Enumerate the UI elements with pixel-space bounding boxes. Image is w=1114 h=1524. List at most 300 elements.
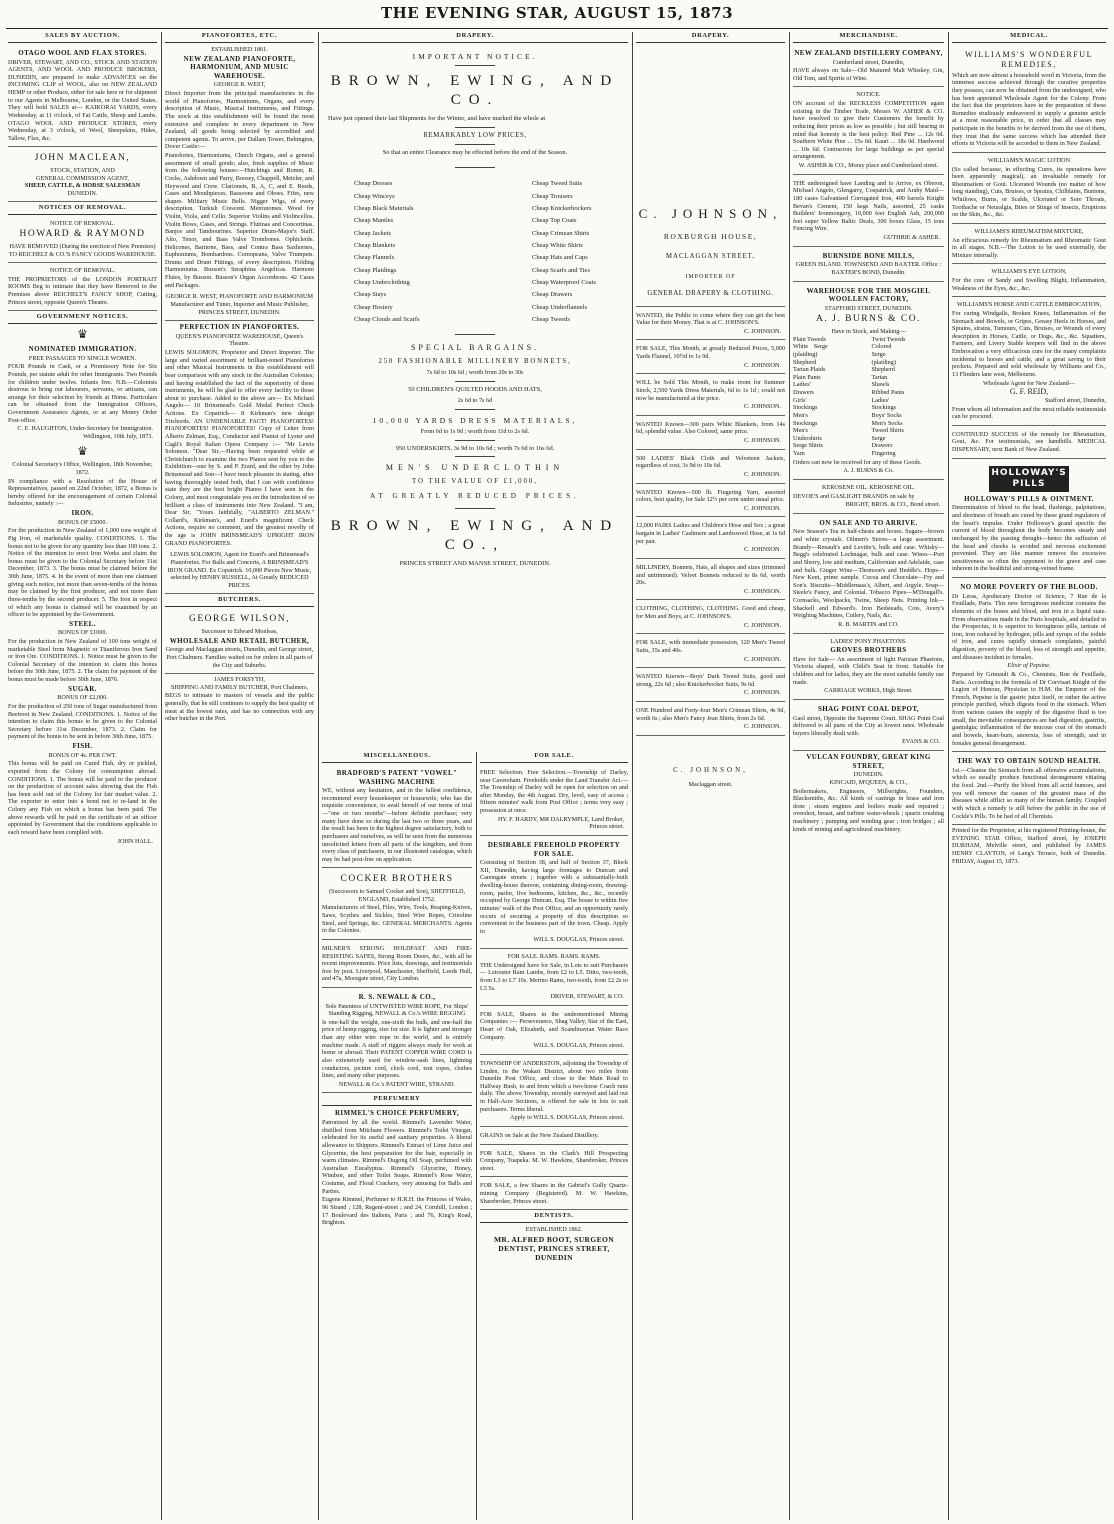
ad-signature: DRIVER, STEWART, & CO. xyxy=(550,993,624,1001)
masthead: THE EVENING STAR, AUGUST 15, 1873 xyxy=(380,4,734,22)
johnson-small-ad xyxy=(636,486,785,518)
johnson-small-ads xyxy=(636,309,785,736)
goods-item: Colored Serge (plaiding) xyxy=(871,343,896,366)
ad-subtitle: FREE PASSAGES TO SINGLE WOMEN. xyxy=(28,354,137,362)
ad-title: SHAG POINT COAL DEPOT, xyxy=(817,704,920,713)
ad-body: Is one-half the weight, one-sixth the bulk, and one-half the price of hemp rigging, size for size. It is lighter and stronger than any other wire rope in the world, and is entirely machine made. A staff of riggers always ready for work at home or abroad. Their PATENT COPPER WIRE CORD Is also extensively used for window-sash lines, lightning conductors, picture cord, clock cord, tent ropes, clothes lines, and many other purposes. xyxy=(322,1018,472,1080)
ad-body: (So called because, in effecting Cures, its operations have been apparently magical), an invaluable remedy for Rheumatism or Gout. Ulcerated Wounds (no matter of how long standing), Cuts, Bruises, or Sprains, Chilblains, Bunions, Whitlows, Burns, or Scalds, Ulcerated or Sore Throats, Toothache or Neuralgia, Bites or Stings of Insects, Eruptions on the Skin, &c., &c. xyxy=(952,165,1106,219)
ad-body: ONE Hundred and Forty-four Men's Crimean Shirts, 4s 9d, worth 6s ; also Men's Fancy Jean Shirts, from 2s 6d. xyxy=(636,707,785,722)
ad-body: FOR SALE, a few Shares in the Gabriel's Gully Quartz-mining Company (Registered). M. W. Hawkins, Sharebroker, Princes street. xyxy=(480,1182,628,1205)
ad-name: KINCAID, M'QUEEN, & CO., xyxy=(829,778,908,786)
ad-body: WANTED, the Public to come where they can get the best Value for their Money. That is at C. JOHNSON'S. xyxy=(636,311,785,327)
mosgiel-goods-list xyxy=(793,336,944,458)
johnson-small-ad xyxy=(636,519,785,559)
cheap-goods-item: Cheap Knickerbockers xyxy=(532,204,592,212)
ad-body: For curing Windgalls, Broken Knees, Inflammation of the Stomach and Bowels, or Gripes, Greasy Heels in Horses, and Sprains, strains, Tumours, Cuts, Bruises, or Wounds of every description in Horses, Cattle, or Dogs, &c., &c. Squatters, Farmers, and Livery Stable keepers will find in the above Embrocation a very efficacious cure for the many complaints incidental to horses and cattle, and a great saving to their pockets. Prepared and sold wholesale by Williams and Co., 13 Flinders lane west, Melbourne. xyxy=(952,309,1106,378)
maclean-ad xyxy=(8,149,157,201)
ad-title: C. JOHNSON, xyxy=(638,205,783,221)
cheap-goods-item: Cheap Plaidings xyxy=(354,266,397,274)
ad-body: THE undersigned have Landing and to Arrive, ex Oberon, Michael Angelo, Glengarry, Cospatrick, and Araby Maid— 180 cases Galvanised Corrugated Iron, 400 barrels Knight Bevan's Cement, 150 kegs Nails, assorted, 25 casks Builders' Ironmongery, 10,000 feet English Ash, 200,000 feet super Yellow Baltic Deals, 300 boxes Glass, 15 tons Fencing Wire. xyxy=(793,179,944,233)
sound-health-ad xyxy=(952,754,1106,825)
ad-title: NO MORE POVERTY OF THE BLOOD. xyxy=(960,583,1098,592)
ad-signature: C. JOHNSON. xyxy=(744,327,781,335)
goods-item: Serge Shirts xyxy=(793,442,823,450)
ad-title: NOTICE. xyxy=(856,91,881,99)
ad-est: ESTABLISHED 1861. xyxy=(211,45,268,53)
ad-signature: Apply to WILL S. DOUGLAS, Princes street. xyxy=(510,1114,624,1122)
ad-trade: WHOLESALE AND RETAIL BUTCHER, xyxy=(169,636,310,645)
section-heading: SALES BY AUCTION. xyxy=(8,32,157,43)
agent-address: Stafford street, Dunedin, xyxy=(1044,396,1106,404)
ad-line: MACLAGGAN STREET, xyxy=(666,253,755,261)
ad-body: Determination of blood to the head, flushings, palpitations, and shortness of breath are cured by these grand regulators of the heart's impulse. Under Holloway's grand specific the current of blood throughout the body becomes steady and unchanged by the passing thought—hence the suffusion of the head and cheeks is avoided and nervous excitement prevented. They are like manner remove the excessive sensitiveness so often the opponent to the grave and case inherent in the healthful and strong-veined frame. xyxy=(952,504,1106,573)
ad-title: WILLIAMS'S RHEUMATISM MIXTURE, xyxy=(974,227,1084,235)
mosgiel-ad xyxy=(793,284,944,480)
cheap-goods-item: Cheap Crimean Shirts xyxy=(532,229,590,237)
ad-heading: LADIES' PONY PHAETONS. xyxy=(830,637,907,645)
asher-notice-ad xyxy=(793,89,944,174)
column-merchandise xyxy=(793,32,944,1520)
ad-signature: EVANS & CO. xyxy=(902,738,940,746)
ad-signature: HY. F. HARDY, MR DALRYMPLE, Land Broker, Princes street. xyxy=(497,815,624,831)
ad-signature: Eugene Rimmel, Perfumer to H.R.H. the Princess of Wales, 96 Strand ; 128, Regent-street ; and 24, Cornhill, London ; 17 Boulevard des Italiens, Paris ; and 76, King's Road, Brighton. xyxy=(322,1196,472,1227)
ad-title: GEORGE WILSON, xyxy=(188,614,291,625)
column-rule xyxy=(161,32,162,1520)
ad-body: Consisting of Section 38, and half of Section 37, Block XII, Dunedin, having large frontages to Duncan and Canongate streets ; together with a substantially-built dwelling-house thereon, containing dining-room, drawing-room, parlor, five bedrooms, kitchen, &c., &c., recently occupied by George Duncan, Esq. The house is within five minutes' walk of the Post Office, and an opportunity rarely occurs of securing a property of this description so convenient to the business part of the town. Cheap. Apply to xyxy=(480,859,628,935)
ad-title: THE WAY TO OBTAIN SOUND HEALTH. xyxy=(957,757,1101,766)
divider xyxy=(455,334,495,335)
ad-title: WAREHOUSE FOR THE MOSGIEL WOOLLEN FACTORY, xyxy=(806,286,931,304)
cheap-goods-item: Cheap Trousers xyxy=(532,192,573,200)
ad-body: FOUR Pounds in Cash, or a Promissory Note for Six Pounds, per statute adult for other Immigrants. Two Pounds for children under twelve. Infants free. N.B.—Colonists desirous to bring out labourers, servants, or artisans, can arrange for their selection by friends at Home. Particulars can be obtained from the Immigration Officers, Government Assurance Agents, or at any Money Order Post-office. xyxy=(8,363,157,424)
ad-title: WILLIAMS'S WONDERFUL REMEDIES, xyxy=(965,49,1093,69)
ad-signature: CARRIAGE WORKS, High Street. xyxy=(824,687,913,695)
burnside-ad xyxy=(793,249,944,282)
johnson-small-ad xyxy=(636,561,785,601)
ad-line: GENERAL COMMISSION AGENT, xyxy=(36,174,129,182)
ad-line: DUNEDIN. xyxy=(67,190,98,198)
ad-signature-block xyxy=(165,548,314,594)
cheap-goods-item: Cheap Hosiery xyxy=(354,303,393,311)
goods-right xyxy=(872,336,944,458)
ad-subtitle: BONUS OF £2,000. xyxy=(57,694,108,702)
ad-subtitle: Elixir of Pepsine. xyxy=(1007,662,1051,670)
goods-item: Ribbed Pants xyxy=(871,389,905,397)
cheap-goods-right xyxy=(532,178,596,326)
ad-address: Cumberland street, Dunedin, xyxy=(832,58,905,66)
ad-body: For the production in New Zealand of 1,000 tons weight of Pig Iron, of marketable quality. CONDITIONS. 1. The bonus not to be given for any quantity less than 100 tons. 2. Notice of the intention to erect Iron Works and claim the bonus must be given to the Colonial Secretary before 31st December, 1873. 3. The bonus must be claimed before the 30th June, 1875. 4. In the event of more than one claimant giving such notice, not more than seven-tenths of the bonus may be claimed by the first producer, and not more than three-tenths by the second producer. 5. The Iron in respect of which any bonus is claimed will be examined by an officer to be appointed by the Government. xyxy=(8,527,157,619)
hoods-price: 2s 6d to 7s 6d xyxy=(457,397,493,405)
ad-title: GROVES BROTHERS xyxy=(830,646,907,655)
ad-title: MR. ALFRED BOOT, SURGEON DENTIST, PRINCES STREET, DUNEDIN xyxy=(493,1234,615,1263)
johnson-small-ad xyxy=(636,342,785,374)
ad-body: New Season's Tea in half-chests and boxes. Sugars—brown and white crystals. Oilmen's Stores—a large assortment. Brandy—Renault's and Levitte's, bulk and case. Whisky—Begg's celebrated Lochnagar, bulk and case. Wines—Port and Sherry, low and medium, Californian and Adelaide, case and bulk. Ginger Wine—Thomson's and Heddle's. Hops—New Kent, prime sample. Cocoa and Chocolate—Fry and Son's. Biscuits—Middlemass's, Albert, and Argyle. Soap—Steele's Fancy, and Colonial. Tobacco Pipes—M'Dougall's. Cornsacks, Woolpacks, Twine, Sheep Nets. Printing Ink—Shackell and Edward's. Iron Bedsteads, Cots, Avery's Weighing Machines, Cutlery, Nails, &c. xyxy=(793,528,944,620)
ad-body: For the cure of Sandy and Swelling Blight, Inflammation, Weakness of the Eyes, &c., &c. xyxy=(952,277,1106,292)
johnson-small-ad xyxy=(636,309,785,341)
cheap-goods-left xyxy=(354,178,420,326)
ad-signature-block xyxy=(165,290,314,321)
wilson-ad xyxy=(165,610,314,674)
ad-title: FOR SALE. RAMS. RAMS. RAMS. xyxy=(507,953,601,961)
ad-body: Have for Sale— An assortment of light Parisian Phaetons, Victoria shaped, with Child's Seat in front. Suitable for children and for ladies, they are the most suitable family use made. xyxy=(793,655,944,686)
ad-signature: C. JOHNSON. xyxy=(744,689,781,697)
section-heading: PIANOFORTES, ETC. xyxy=(165,32,314,43)
cheap-goods-item: Cheap Underflannels xyxy=(532,303,588,311)
milner-ad xyxy=(322,942,472,988)
column-pianofortes xyxy=(165,32,314,1520)
section-heading: NOTICES OF REMOVAL. xyxy=(8,204,157,215)
ad-subtitle: BONUS OF £5000. xyxy=(58,518,107,526)
special-bargains: SPECIAL BARGAINS. xyxy=(410,343,540,353)
goods-item: Ladies' Stockings xyxy=(871,396,896,412)
ad-body: 500 LADIES' Black Cloth and Velveteen Jackets, regardless of cost, 3s 9d to 10s 6d. xyxy=(636,454,785,470)
ad-signature: JOHN HALL. xyxy=(117,837,153,845)
column-rule xyxy=(632,32,633,1520)
goods-item: Shepherd Tartan Shawls xyxy=(871,366,895,389)
ad-title: JAMES FORSYTH, xyxy=(214,676,265,684)
goods-item: Men's Socks xyxy=(871,419,903,427)
cheap-goods-item: Cheap Drawers xyxy=(532,291,573,299)
ad-signature: C. JOHNSON. xyxy=(744,621,781,629)
bonnets-price: 7s 6d to 10s 6d ; worth from 20s to 30s xyxy=(426,369,524,377)
ad-body: An efficacious remedy for Rheumatism and Rheumatic Gout in all stages. N.B.—The Lotion to be used externally, the Mixture internally. xyxy=(952,236,1106,259)
ad-body: DEVOE'S and GASLIGHT BRANDS on sale by xyxy=(793,492,915,500)
ad-body: MILLINERY, Bonnets, Hats, all shapes and sizes (trimmed and untrimmed). Velvet Bonnets reduced to 8s 6d, worth 20s. xyxy=(636,563,785,587)
goods-item: Plain Pants xyxy=(793,373,821,381)
ad-signature: LEWIS SOLOMON, Agent for Erard's and Brinsmead's Pianofortes. For Balls and Concerts, A BRINSMEAD'S IRON GRAND. Ex Copatrick. 10,000 Pieces New Music, selected by HENRY RUSSELL, At Greatly REDUCED PRICES. xyxy=(167,551,312,589)
ad-title: IRON. xyxy=(71,509,94,518)
agent-footer: From whom all information and the most reliable testimonials can be procured. xyxy=(952,405,1106,421)
section-heading: BUTCHERS. xyxy=(165,596,314,607)
ad-body: THE PROPRIETORS of the LONDON PORTRAIT ROOMS Beg to intimate that they have Removed to the Premises above REICHELT'S FANCY SHOP, Cutting, Princes street, opposite Queen's Theatre. xyxy=(8,275,157,306)
ad-body: For the production in New Zealand of 100 tons weight of marketable Steel from Magnetic or Titaniferous Iron Sand or Iron Ore. CONDITIONS. 1. Notice must be given to the Colonial Secretary of the intention to claim this bonus before the 30th June, 1875. 2. The claim for payment of the bonus must be made before 30th June, 1876. xyxy=(8,637,157,684)
ad-title: RIMMEL'S CHOICE PERFUMERY, xyxy=(334,1109,460,1118)
johnson-small-ad xyxy=(636,452,785,484)
gabriels-gully-ad xyxy=(480,1179,628,1210)
ad-signature: A. J. BURNS & Co. xyxy=(843,467,894,475)
cheap-goods-item: Cheap Mantles xyxy=(354,217,394,225)
vulcan-ad xyxy=(793,753,944,833)
ad-title: HOLLOWAY'S PILLS & OINTMENT. xyxy=(964,494,1094,503)
ad-signature: C. JOHNSON. xyxy=(744,504,781,512)
ad-address: PRINCES STREET AND MANSE STREET, DUNEDIN. xyxy=(399,560,551,568)
ad-line: STOCK, STATION, AND xyxy=(50,167,115,175)
ad-title: WILLIAMS'S MAGIC LOTION xyxy=(987,156,1071,164)
ad-body: WE, without any hesitation, and in the fullest confidence, recommend every housekeeper or housewife, who has the requisite convenience, to avail herself of our terms of trial—"one or two months"—before definite purchase; very many have done so during the last two or three years, and the result has been in the highest degree satisfactory, both to purchasers and ourselves, as will be seen from the numerous unsolicited letters from all parts of the kingdom, and from every class of purchasers, in our illustrated catalogue, which may be had post-free on application. xyxy=(322,787,472,863)
section-heading: MEDICAL. xyxy=(952,32,1106,43)
ad-subtitle: DUNEDIN. xyxy=(853,771,884,779)
section-heading: DRAPERY. xyxy=(636,32,785,43)
ad-signature: R. B. MARTIN and CO. xyxy=(838,620,899,628)
groves-ad xyxy=(793,636,944,700)
ad-title: KEROSENE OIL. KEROSENE OIL. xyxy=(822,483,915,491)
ad-body: DRIVER, STEWART, AND CO., STOCK AND STATION AGENTS, AND WOOL AND PRODUCE BROKERS, DUNEDIN, are prepared to make ADVANCES on the INCOMING CLIP of WOOL, also on NEW ZEALAND HEMP or other Produce, either for sale here or for shipment to our Agents in Melbourne, London, or the United States. They will hold SALES at— KAIKORAI YARDS, every Wednesday, at 11 o'clock, of Fat Cattle, Sheep and Lambs. OTAGO WOOL AND PRODUCE STORES, every Wednesday, at 3 o'clock, of Wool, Sheepskins, Hides, Tallow, Flax, &c. xyxy=(8,58,157,142)
ad-body: HAVE REMOVED (During the erection of New Premises) TO REICHELT & CO.'S FANCY GOODS WAREHOUSE. xyxy=(8,242,157,258)
horse-embrocation-ad xyxy=(952,299,1106,426)
ad-address: STAFFORD STREET, DUNEDIN. xyxy=(824,304,913,312)
ad-body: FOR SALE, Shares in the Clark's Hill Prospecting Company, Tuapeka. M. W. Hawkins, Sharebroker, Princes street. xyxy=(480,1149,628,1172)
ad-body: Prepared by Grimault & Co., Chemists, Rue de Feuillade, Paris. According to the formula of Dr Corvisart Knight of the Legion of Honour, Physician to H.M. the Emperor of the French, Pepsine is the gastric juice itself, or rather the active principle purified, which digests food in the stomach. When from various causes the supply of the digestive fluid is too small, the inevitable consequences are bad digestion, gastritis, gastralgia; inflammation of the mucous coat of the stomach and bowels, heart-burn, anorexia, loss of strength, and in females general derangement. xyxy=(952,670,1106,747)
goods-item: Ladies' Drawers xyxy=(793,381,814,397)
ad-body: WANTED Known—300 pairs White Blankets, from 14s 6d, splendid value. Also Colored, same price. xyxy=(636,420,785,436)
ad-signature: C. JOHNSON. xyxy=(744,546,781,554)
column-for-sale xyxy=(480,752,628,1520)
johnson-footer xyxy=(636,766,785,788)
column-drapery-brown-ewing xyxy=(322,32,628,750)
ad-trade: SHIPPING AND FAMILY BUTCHER, Port Chalmers, xyxy=(170,683,309,691)
ad-signature: GUTHRIE & ASHER. xyxy=(883,234,940,242)
cocker-ad xyxy=(322,870,472,939)
forsyth-ad xyxy=(165,676,314,723)
kerosene-ad xyxy=(793,482,944,514)
ad-title: COCKER BROTHERS xyxy=(340,874,454,885)
ad-title: STEEL. xyxy=(69,619,96,628)
divider xyxy=(455,167,495,168)
ad-title: BROWN, EWING, AND CO. xyxy=(330,73,620,108)
agent-title: Wholesale Agent for New Zealand— xyxy=(982,379,1076,387)
cheap-goods-item: Cheap White Shirts xyxy=(532,241,583,249)
ad-body: This bonus will be paid on Cured Fish, dry or pickled, exported from the Colony for consumption abroad. CONDITIONS. 1. The bonus will be paid to the producer on the production of account sales showing that the Fish has been sold out of the Colony for fair market value. 2. The exporter to enter into a bond not to re-land in the Colony any Fish on which a bonus has been paid. The above rewards will be paid on the certificate of an officer appointed by Government that the conditions applicable to each reward have been complied with. xyxy=(8,760,157,836)
ad-body: LEWIS SOLOMON, Proprietor and Direct Importer. The large and varied assortment of brilliant-toned Pianofortes and other Musical Instruments in this establishment will bear comparison with any stock in the Australian Colonies; and having established the fact of the superiority of these instruments, he will be glad to offer every facility to those about to purchase. Added to the above are— Ex Michael Angelo— 10 Brinsmead's Gold Medal Perfect Check Actions. Ex Copatrick— 8 Kirkman's new design Trichords. AN UNDENIABLE FACT! PIANOFORTES! PIANOFORTES! PIANOFORTES! Copy of Letter from Alberto Zelman, Esq., Conductor and Pianist of Lyster and Cagli's Royal Italian Opera Company :— "Mr Lewis Solomon. "Dear Sir,—Having been requested while at Christchurch to examine the two Pianos sent by you to the Exhibition—one by S. and P. Erard, and the other by John Brinsmead and Son—I have much pleasure in stating, after having thoroughly tested both, that I can with confidence state they are the best bright Pianos I have seen in the Colony, and most congratulate you on the introduction of so brilliant a class of instruments into New Zealand. "I am, Dear Sir, "Yours faithfully, "ALBERTO ZELMAN." Collard's, Kirkman's, and Erard's magnificent Check Actions, require no comment, and the greatest novelty of the age is JOHN BRINSMEAD'S UPRIGHT IRON GRAND PIANOFORTES. xyxy=(165,349,314,547)
cheap-goods-item: Cheap Flannels xyxy=(354,254,395,262)
ad-body: Have just opened their last Shipments for the Winter, and have marked the whole at xyxy=(328,115,546,123)
otago-wool-ad xyxy=(8,46,157,147)
freehold-ad xyxy=(480,838,628,949)
section-heading: DRAPERY. xyxy=(322,32,628,43)
ad-signature: BRIGHT, BROS. & CO., Bond street. xyxy=(845,501,940,509)
goods-item: Yarn xyxy=(793,450,805,458)
ad-title: WILLIAMS'S EYE LOTION, xyxy=(991,268,1067,276)
goods-left xyxy=(793,336,865,458)
cheap-goods-item: Cheap Jackets xyxy=(354,229,392,237)
ad-signature: C. JOHNSON. xyxy=(744,723,781,731)
dress-price: From 6d to 1s 9d ; worth from 11d to 2s 6d. xyxy=(420,427,530,435)
ad-address: Maclaggan street. xyxy=(688,780,733,788)
royal-crest-icon: ♛ xyxy=(77,327,88,342)
rheumatism-mixture-ad xyxy=(952,226,1106,265)
divider xyxy=(455,440,495,441)
column-miscellaneous xyxy=(322,752,472,1520)
ad-signature: GEORGE R. WEST, PIANOFORTE AND HARMONIUM Manufacturer and Tuner, Importer and Music Publisher, PRINCES STREET, DUNEDIN. xyxy=(165,293,314,316)
ad-body: GREEN ISLAND. TOWNSEND AND BAXTER. Office : BAXTER'S BOND, Dunedin. xyxy=(795,261,942,276)
mens-line: MEN'S UNDERCLOTHIN xyxy=(385,463,565,473)
johnson-small-ad xyxy=(636,418,785,450)
hoods-line: 50 CHILDREN'S QUILTED HOODS AND HATS, xyxy=(408,386,542,394)
ad-title: NOTICE OF REMOVAL. xyxy=(49,267,116,275)
ad-body: WANTED Known—Boys' Dark Tweed Suits, good and strong, 22s 6d ; also Knickerbocker Suits, 9s 6d. xyxy=(636,673,785,688)
ad-name: A. J. BURNS & CO. xyxy=(816,314,921,325)
ad-body: Gaol street, Opposite the Supreme Court. SHAG Point Coal delivered to all parts of the City at lowest rates. Wholesale buyers liberally dealt with. xyxy=(793,714,944,737)
johnson-small-ad xyxy=(636,376,785,416)
ad-signature: WILL S. DOUGLAS, Princes street. xyxy=(533,936,624,944)
ad-title: SUGAR. xyxy=(68,684,97,693)
ad-signature: C. JOHNSON. xyxy=(744,470,781,478)
ad-signature: C. JOHNSON. xyxy=(744,587,781,595)
divider xyxy=(455,381,495,382)
ad-body: FREE Selection. Free Selection.—Township of Darley, near Caversham. Freeholds under the Land Transfer Act.—The Township of Darley will be open for selection on and after Monday, the 4th August. Dry, level, easy of access ; fifteen minutes' walk from Post Office ; terms very easy ; possession at once. xyxy=(480,768,628,815)
ad-body: WILL be Sold This Month, to make room for Summer Stock, 2,500 Yards Dress Materials, 6d to 1s 1d ; could not now be manufactured at the price. xyxy=(636,379,785,402)
johnson-small-ad xyxy=(636,602,785,634)
ad-body: HAVE always on Sale—Old Matured Malt Whiskey, Gin, Old Tom, and Spirits of Wine. xyxy=(793,67,944,82)
grains-ad xyxy=(480,1129,628,1145)
ad-title: PERFECTION IN PIANOFORTES. xyxy=(179,323,300,332)
section-heading: FOR SALE. xyxy=(480,752,628,763)
ad-body: 12,000 PAIRS Ladies and Children's Hose and Sox ; a great bargain in Ladies' Cashmere and Lambswool Hose, at 1s 6d per pair. xyxy=(636,522,785,545)
williams-remedies-ad xyxy=(952,46,1106,153)
goods-item: White Serge (plaiding) xyxy=(793,343,828,358)
ad-body: George and Maclaggan streets, Dunedin, and George street, Port Chalmers. Families waited on for orders in all parts of the City and Suburbs. xyxy=(165,646,314,669)
ad-line: IMPORTER OF xyxy=(685,273,736,280)
ad-body: Patronised by all the world. Rimmel's Lavender Water, distilled from Mitcham Flowers. Rimmel's Toilet Vinegar, celebrated for its useful and sanitary properties. A liberal allowance to Shippers. Rimmel's Extract of Lime Juice and Glycerine, the best preparation for the hair, especially in warm climates. Rimmel's Dugong Oil Soap, perfumed with Australian Eucalyptus. Rimmel's Glycerine, Honey, Windsor, and other Toilet Soaps. Rimmel's Rose Water, Costume, and Floral Crackers, very amusing for Balls and Parties. xyxy=(322,1119,472,1195)
ad-signature: WILL S. DOUGLAS, Princes street. xyxy=(533,1042,624,1050)
divider xyxy=(455,508,495,509)
goods-item: Tweed Shirts xyxy=(871,427,904,435)
guthrie-asher-ad xyxy=(793,177,944,247)
column-rule xyxy=(318,32,319,1520)
ad-title: NEW ZEALAND DISTILLERY COMPANY, xyxy=(794,48,943,57)
rams-ad xyxy=(480,951,628,1006)
bonnets-line: 250 FASHIONABLE MILLINERY BONNETS, xyxy=(378,358,572,366)
ad-title: R. S. NEWALL & CO., xyxy=(358,993,436,1001)
cheap-goods-item: Cheap Black Materials xyxy=(354,204,414,212)
divider xyxy=(455,127,495,128)
cheap-goods-list xyxy=(328,178,622,326)
ad-line: GENERAL DRAPERY & CLOTHING. xyxy=(647,288,774,297)
column-rule xyxy=(948,32,949,1520)
ad-line: ROXBURGH HOUSE, xyxy=(663,231,758,241)
ad-line: SHEEP, CATTLE, & HORSE SALESMAN xyxy=(24,182,141,190)
goods-item: Shepherd Tartan Plaids xyxy=(793,358,826,374)
ad-body: FOR SALE, This Month, at greatly Reduced Prices, 5,000 Yards Flannel, 10½d to 1s 9d. xyxy=(636,345,785,361)
goods-item: Plain Tweeds xyxy=(793,335,826,343)
cheap-goods-item: Cheap Stays xyxy=(354,291,387,299)
johnson-small-ad xyxy=(636,636,785,668)
ad-signature: C. E. HAUGHTON, Under-Secretary for Immigration. Wellington, 10th July, 1873. xyxy=(17,425,153,440)
goods-item: Fingering xyxy=(871,450,896,458)
ad-title: BRADFORD'S PATENT "VOWEL" WASHING MACHINE xyxy=(336,768,458,786)
continued-success-ad xyxy=(952,428,1106,459)
johnson-small-ad xyxy=(636,670,785,702)
agent-name: G. F. REID, xyxy=(1009,387,1049,397)
ad-subtitle: (Successors to Samuel Cocker and Son), SHEFFIELD, ENGLAND, Established 1752. xyxy=(328,888,466,903)
ad-signature: C. JOHNSON. xyxy=(744,361,781,369)
ad-title: WILLIAMS'S HORSE AND CATTLE EMBROCATION, xyxy=(956,301,1102,309)
cheap-goods-item: Cheap Blankets xyxy=(354,241,395,249)
cheap-goods-item: Cheap Waterproof Coats xyxy=(532,278,596,286)
ad-body: FOR SALE, Shares in the undermentioned Mining Companies :— Perseverance, Shag Valley, Star of the East, Heart of Oak, Elizabeth, and Scandinavian Water Race Company. xyxy=(480,1010,628,1041)
on-sale-ad xyxy=(793,516,944,634)
ad-body: THE Undersigned have for Sale, in Lots to suit Purchasers— Leicester Ram Lambs, from £2 to L5. Ditto, two-tooth, from L3 to L7 10s. Merino Rams, two-tooth, from £2 2s to L5 5s. xyxy=(480,961,628,992)
ad-body: CONTINUED SUCCESS of the remedy for Rheumatism, Gout, &c. For testimonials, see handbills. MEDICAL DISPENSARY, next Bank of New Zealand. xyxy=(952,430,1106,454)
goods-item: Men's Stockings xyxy=(793,411,818,427)
column-rule xyxy=(476,752,477,1520)
dress-line: 10,000 YARDS DRESS MATERIALS, xyxy=(372,415,578,425)
ad-subtitle: BONUS OF 4s. PER CWT. xyxy=(48,751,117,759)
rimmel-ad xyxy=(322,1109,472,1226)
ad-body: GRAINS on Sale at the New Zealand Distillery. xyxy=(480,1131,599,1139)
ad-subtitle: Sole Patentees of UNTWISTED WIRE ROPE, For Ships' Standing Rigging, NEWALL & Co.'s WIRE RIGGING xyxy=(325,1002,469,1018)
goods-item: Girls' Stockings xyxy=(793,396,818,412)
cheap-goods-item: Cheap Hats and Caps xyxy=(532,254,588,262)
poverty-blood-ad xyxy=(952,580,1106,752)
brown-ewing-ad xyxy=(322,46,628,570)
ad-title: OTAGO WOOL AND FLAX STORES. xyxy=(18,48,147,57)
ad-title: NOMINATED IMMIGRATION. xyxy=(28,345,137,354)
holloway-ad xyxy=(952,461,1106,578)
ad-body: TOWNSHIP OF ANDERSTON, adjoining the Township of Linden, in the Wakari District, about two miles from Dunedin Post Office, and close to the Main Road to Halfway Bush, to and from which a two-horse Coach runs daily. The above Township, recently surveyed and laid out in Half-Acre Sections, is offered for sale in lots to suit purchasers. Terms liberal. xyxy=(480,1059,628,1113)
ad-body: ON account of the RECKLESS COMPETITION again existing in the Timber Trade, Messrs W. ASHER & CO. have resolved to give their Customers the benefit by reducing their prices as low as possible ; but still bearing in mind that honesty is the best policy. Red Pine ... 12s 0d. Southern White Pine ... 15s 0d. Kauri ... 18s 0d. Hardwood ... 10s 6d. Contractors for large buildings as per special arrangement. xyxy=(793,100,944,161)
mens-reduced: AT GREATLY REDUCED PRICES. xyxy=(370,491,580,500)
ad-title: ON SALE AND TO ARRIVE. xyxy=(819,518,918,527)
ad-body: IN compliance with a Resolution of the House of Representatives, passed on 22nd October, 1872, a Bonus is hereby offered for the encouragement of certain Colonial Industries, namely :— xyxy=(8,477,157,508)
ad-name: GEORGE R. WEST, xyxy=(213,81,266,89)
cheap-goods-item: Cheap Tweed Suits xyxy=(532,180,582,188)
ad-title: BROWN, EWING, AND CO., xyxy=(330,518,620,553)
ad-body: FOR SALE, with immediate possession, 120 Men's Tweed Suits, 35s and 40s. xyxy=(636,639,785,654)
column-drapery-johnson xyxy=(636,32,785,1520)
ad-body: For the production of 250 tons of Sugar manufactured from Beetroot in New Zealand. CONDITIONS. 1. Notice of the intention to claim this bonus to be given to the Colonial Secretary before 31st December, 1873. 2. Claim for payment of the bonus to be sent in before 30th June, 1875. xyxy=(8,702,157,741)
eye-lotion-ad xyxy=(952,266,1106,297)
ad-title: DESIRABLE FREEHOLD PROPERTY FOR SALE. xyxy=(487,840,621,858)
ad-subtitle: BONUS OF £1000. xyxy=(58,629,107,637)
shag-point-ad xyxy=(793,702,944,751)
johnson-small-ad xyxy=(636,704,785,736)
ad-low-prices: REMARKABLY LOW PRICES, xyxy=(423,132,527,140)
ad-body: Which are now almost a household word in Victoria, from the immense success achieved through the curative properties they possess, can now be obtained from the undersigned, who has been appointed Wholesale Agent for the Colony. From the fact that the proprietors have in the preparation of these Remedies studiously endeavored to supply a genuine article at a most reasonable price, in order that all classes may participate in the benefits to be derived from the use of them, they trust that the same success which has attended their efforts in Victoria will be accorded to them in New Zealand. xyxy=(952,71,1106,148)
ad-body: 1st.—Cleanse the Stomach from all offensive accumulations, which so usually produce functional derangement vitiating the food. 2nd.—Purify the blood from all acrid humors, and you will remove the causes of the greatest mass of the diseases while afflict so many of the human family. Coupled with which a remedy is still before the public in the use of Cockle's Pills. To be had of all Chemists. xyxy=(952,766,1106,820)
ad-signature: C. JOHNSON. xyxy=(744,403,781,411)
divider xyxy=(455,456,495,457)
newall-ad xyxy=(322,990,472,1093)
section-heading: GOVERNMENT NOTICES. xyxy=(8,313,157,324)
ad-body: CLOTHING, CLOTHING, CLOTHING. Good and cheap, for Men and Boys, at C. JOHNSON'S. xyxy=(636,605,785,621)
ad-body: WANTED Known—500 lb. Fingering Yarn, assorted colors, best quality, for Sale 12½ per cent under usual price. xyxy=(636,488,785,504)
section-heading: DENTISTS. xyxy=(480,1212,628,1223)
cheap-goods-item: Cheap Clouds and Scarfs xyxy=(354,315,420,323)
ad-title: NEW ZEALAND PIANOFORTE, HARMONIUM, AND MUSIC WAREHOUSE. xyxy=(183,54,296,80)
cheap-goods-item: Cheap Top Coats xyxy=(532,217,577,225)
ad-body: BEGS to intimate to masters of vessels and the public generally, that he still continues to supply the best quality of meat at the lowest rates, and has no connection with any other butcher in the Port. xyxy=(165,692,314,723)
section-heading: MISCELLANEOUS. xyxy=(322,752,472,763)
ad-footer: Orders can now be received for any of these Goods. xyxy=(793,458,922,466)
column-sales-by-auction xyxy=(8,32,157,1520)
ad-body: Dr Leras, Apothecary Doctor of Science, 7 Rue de la Feuillade, Paris. This new ferruginous medicine contains the elements of the bones and blood, and iron in a liquid state. From observations made in the Paris hospitals, and detailed in the Prospectus, it is superior to ferruginous pills, tartrate of iron, iron reduced by hydrogen, pills and syrups of the iodide of iron, and cures rapidly stomach complaints, painful digestion, poverty of the blood, loss of strength and appetite, and diseases incident to females. xyxy=(952,592,1106,661)
ad-dateline: Colonial Secretary's Office, Wellington, 18th November, 1872. xyxy=(12,461,153,476)
ad-low-sub: So that an entire Clearance may be effected before the end of the Season. xyxy=(382,149,568,157)
vowel-washing-ad xyxy=(322,766,472,868)
printer-imprint: Printed for the Proprietor, at his registered Printing-house, the EVENING STAR Office, Stafford street, by JOSEPH DURHAM, Melville street, and published by JAMES HENRY CLAYTON, of Lang's Terrace, both of Dunedin. FRIDAY, August 15, 1873. xyxy=(952,827,1106,865)
darley-ad xyxy=(480,766,628,836)
ad-signature: C. JOHNSON. xyxy=(744,655,781,663)
ad-title: NOTICE OF REMOVAL. xyxy=(49,219,116,227)
column-medical xyxy=(952,32,1106,1520)
masthead-rule xyxy=(6,28,1108,29)
ad-body: MILNER'S STRONG HOLDFAST AND FIRE-RESISTING SAFES, Strong Room Doors, &c., with all he recent improvements. Price lists, drawings, and testimonials free by post. Liverpool, Manchester, Sheffield, Leeds Hull, and 47a, Moorgate street, City London. xyxy=(322,944,472,983)
ad-subtitle: Successor to Edward Monleas, xyxy=(201,628,278,636)
ad-subtitle: Have in Stock, and Making— xyxy=(831,328,906,336)
divider xyxy=(455,65,495,66)
shares-ad xyxy=(480,1008,628,1055)
ad-body: Direct Importer from the principal manufactories in the world of Pianofortes, Harmoniums, Organs, and every description of Music, Musical Instruments, and Fittings. The stock at this establishment will be found the most extensive and complete in every department in New Zealand, all goods being selected by accredited and competent agents. To arrive, per Dallam Tower, Bebington, Dover Castle:— xyxy=(165,90,314,151)
ad-subtitle: QUEEN'S PIANOFORTE WAREHOUSE, Queen's Theatre. xyxy=(175,332,304,348)
goods-item: Twist Tweeds xyxy=(871,335,906,343)
goods-item: Serge Drawers xyxy=(871,434,893,450)
cheap-goods-item: Cheap Winceys xyxy=(354,192,395,200)
section-heading: MERCHANDISE. xyxy=(793,32,944,43)
ad-list: Pianofortes, Harmoniums, Church Organs, and a general assortment of small goods; also, fresh supplies of Music from the following houses:—Hutchings and Romer, R. Cocks, Ashdown and Parry, Boosey, Chappell, Metzler, and Heywood and Crew. Clarionets, B, A, C, and E. Reeds, Cases and Mouthpieces. Bassoons and Oboes. Fifes, new shapes. Military Music Bells. Nigger Wigs, of every description. Turkish Crescent. Metronomes. Wood for Violin, Viola, and Cello. Superior Violins and Violincellos. Violin Bows, Cases, and Strings. Flutinas and Concertinas. Banjos and Tambourines. Superior Drum-Major's Staff. Alto, Tenor, and Bass Valve Trombones. Ophicleide. Helicones, Baritone, Bass, and Contra Bass Saxhornes, Euphoniums, Bombardons. Cornopeans, Valve Trumpets. Drums and Drum Fittings, of every description. Folding Harmoniums. Busson's Seraphina Angelicas. Harmoni Flutes, by Busson. Busson's Organ Accordeons. 42 Cases and Packages. xyxy=(165,152,314,289)
nz-distillery-ad xyxy=(793,46,944,87)
ad-signature: C. JOHNSON. xyxy=(744,437,781,445)
